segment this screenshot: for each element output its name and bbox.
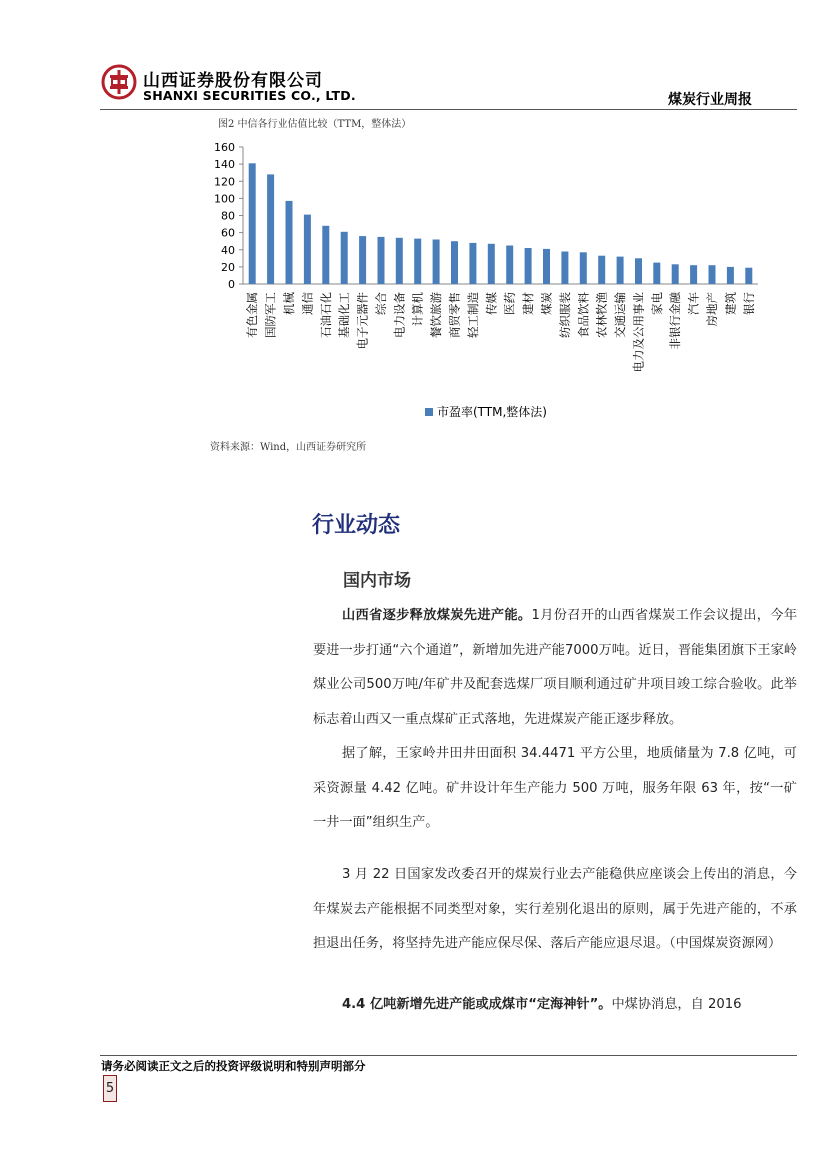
y-tick-label: 80 (221, 209, 235, 223)
x-tick-label: 家电 (649, 292, 664, 315)
x-tick-label: 石油石化 (318, 292, 333, 338)
report-type: 煤炭行业周报 (668, 92, 752, 108)
footer-disclaimer: 请务必阅读正文之后的投资评级说明和特别声明部分 (101, 1059, 366, 1073)
subsection-title: 国内市场 (343, 571, 411, 591)
bar (598, 256, 605, 284)
x-tick-label: 医药 (502, 292, 517, 315)
pe-bar-chart (200, 138, 770, 433)
paragraph-3: 3 月 22 日国家发改委召开的煤炭行业去产能稳供应座谈会上传出的消息，今年煤炭去产能根据不同类型对象，实行差别化退出的原则，属于先进产能的，不承担退出任务，将坚持先进产能应保尽保、落后产能应退尽退。（中国煤炭资源网） (313, 867, 797, 951)
x-tick-label: 电力及公用事业 (631, 292, 646, 373)
bar (543, 249, 550, 284)
bar (653, 263, 660, 284)
bar (672, 264, 679, 284)
paragraph-1-body: 1月份召开的山西省煤炭工作会议提出，今年要进一步打通“六个通道”，新增加先进产能7000万吨。近日，晋能集团旗下王家岭煤业公司500万吨/年矿井及配套选煤厂项目顺利通过矿井项目竣工综合验收。此举标志着山西又一重点煤矿正式落地，先进煤炭产能正逐步释放。 (313, 608, 798, 727)
y-tick-label: 100 (214, 192, 235, 206)
paragraph-2: 据了解，王家岭井田井田面积 34.4471 平方公里，地质储量为 7.8 亿吨，可采资源量 4.42 亿吨。矿井设计年生产能力 500 万吨，服务年限 63 年，按“一矿一井一面”组织生产。 (313, 746, 797, 830)
bar (451, 241, 458, 284)
bar (580, 252, 587, 284)
x-tick-label: 煤炭 (539, 292, 554, 315)
x-tick-label: 传媒 (484, 292, 499, 315)
y-tick-label: 40 (221, 243, 235, 257)
company-name-en: SHANXI SECURITIES CO., LTD. (143, 88, 356, 103)
x-tick-label: 轻工制造 (465, 292, 480, 338)
bar (488, 244, 495, 284)
x-tick-label: 通信 (300, 292, 315, 315)
bar (506, 246, 513, 285)
x-tick-label: 建材 (521, 292, 536, 315)
x-tick-label: 商贸零售 (447, 292, 462, 338)
bar (745, 268, 752, 284)
footer-divider (100, 1055, 797, 1056)
bar (690, 265, 697, 284)
figure-caption: 图2 中信各行业估值比较（TTM，整体法） (218, 119, 412, 130)
section-title: 行业动态 (312, 513, 401, 538)
page-number: 5 (103, 1075, 117, 1102)
y-tick-label: 0 (228, 278, 235, 291)
x-tick-label: 国防军工 (263, 292, 278, 338)
bar (378, 237, 385, 284)
bar (396, 238, 403, 284)
y-tick-label: 60 (221, 226, 235, 240)
legend-label: 市盈率(TTM,整体法) (437, 405, 547, 419)
legend-swatch (425, 408, 433, 416)
paragraph-1-lead: 山西省逐步释放煤炭先进产能。 (342, 608, 532, 623)
x-tick-label: 银行 (741, 292, 756, 315)
bar (525, 248, 532, 284)
bar (561, 252, 568, 285)
x-tick-label: 农林牧渔 (594, 292, 609, 338)
bar (322, 226, 329, 284)
company-name-cn: 山西证券股份有限公司 (143, 71, 323, 91)
x-tick-label: 房地产 (705, 292, 719, 327)
x-tick-label: 电力设备 (392, 292, 407, 338)
figure-source: 资料来源：Wind，山西证券研究所 (210, 442, 367, 453)
bar (359, 236, 366, 284)
x-tick-label: 计算机 (410, 292, 425, 327)
paragraph-4-lead: 4.4 亿吨新增先进产能或成煤市“定海神针”。 (342, 997, 612, 1012)
bar (304, 215, 311, 284)
x-tick-label: 基础化工 (337, 292, 352, 338)
paragraph-4-body: 中煤协消息，自 2016 (611, 997, 742, 1012)
bar (286, 201, 293, 284)
y-tick-label: 160 (214, 141, 235, 154)
bar (727, 267, 734, 284)
x-tick-label: 机械 (282, 292, 296, 315)
y-tick-label: 20 (221, 260, 235, 274)
bar (433, 240, 440, 285)
y-tick-label: 140 (214, 158, 235, 172)
x-tick-label: 餐饮旅游 (429, 292, 444, 338)
bar (617, 257, 624, 284)
bar (341, 232, 348, 284)
x-tick-label: 有色金属 (245, 292, 260, 338)
header-divider (100, 109, 797, 110)
x-tick-label: 电子元器件 (355, 292, 370, 350)
x-tick-label: 建筑 (723, 292, 738, 315)
paragraph-1 (313, 599, 797, 737)
x-tick-label: 综合 (373, 292, 388, 315)
company-logo-icon (101, 64, 137, 100)
y-tick-label: 120 (214, 175, 235, 189)
bar (249, 163, 256, 284)
x-tick-label: 食品饮料 (576, 292, 591, 338)
x-tick-label: 交通运输 (613, 292, 628, 338)
paragraph-4 (313, 988, 797, 1023)
bar (267, 174, 274, 284)
bar (709, 265, 716, 284)
bar (469, 243, 476, 284)
bar (635, 258, 642, 284)
bar (414, 239, 421, 284)
x-tick-label: 非银行金融 (668, 292, 683, 350)
x-tick-label: 汽车 (686, 291, 701, 315)
x-tick-label: 纺织服装 (557, 292, 572, 338)
